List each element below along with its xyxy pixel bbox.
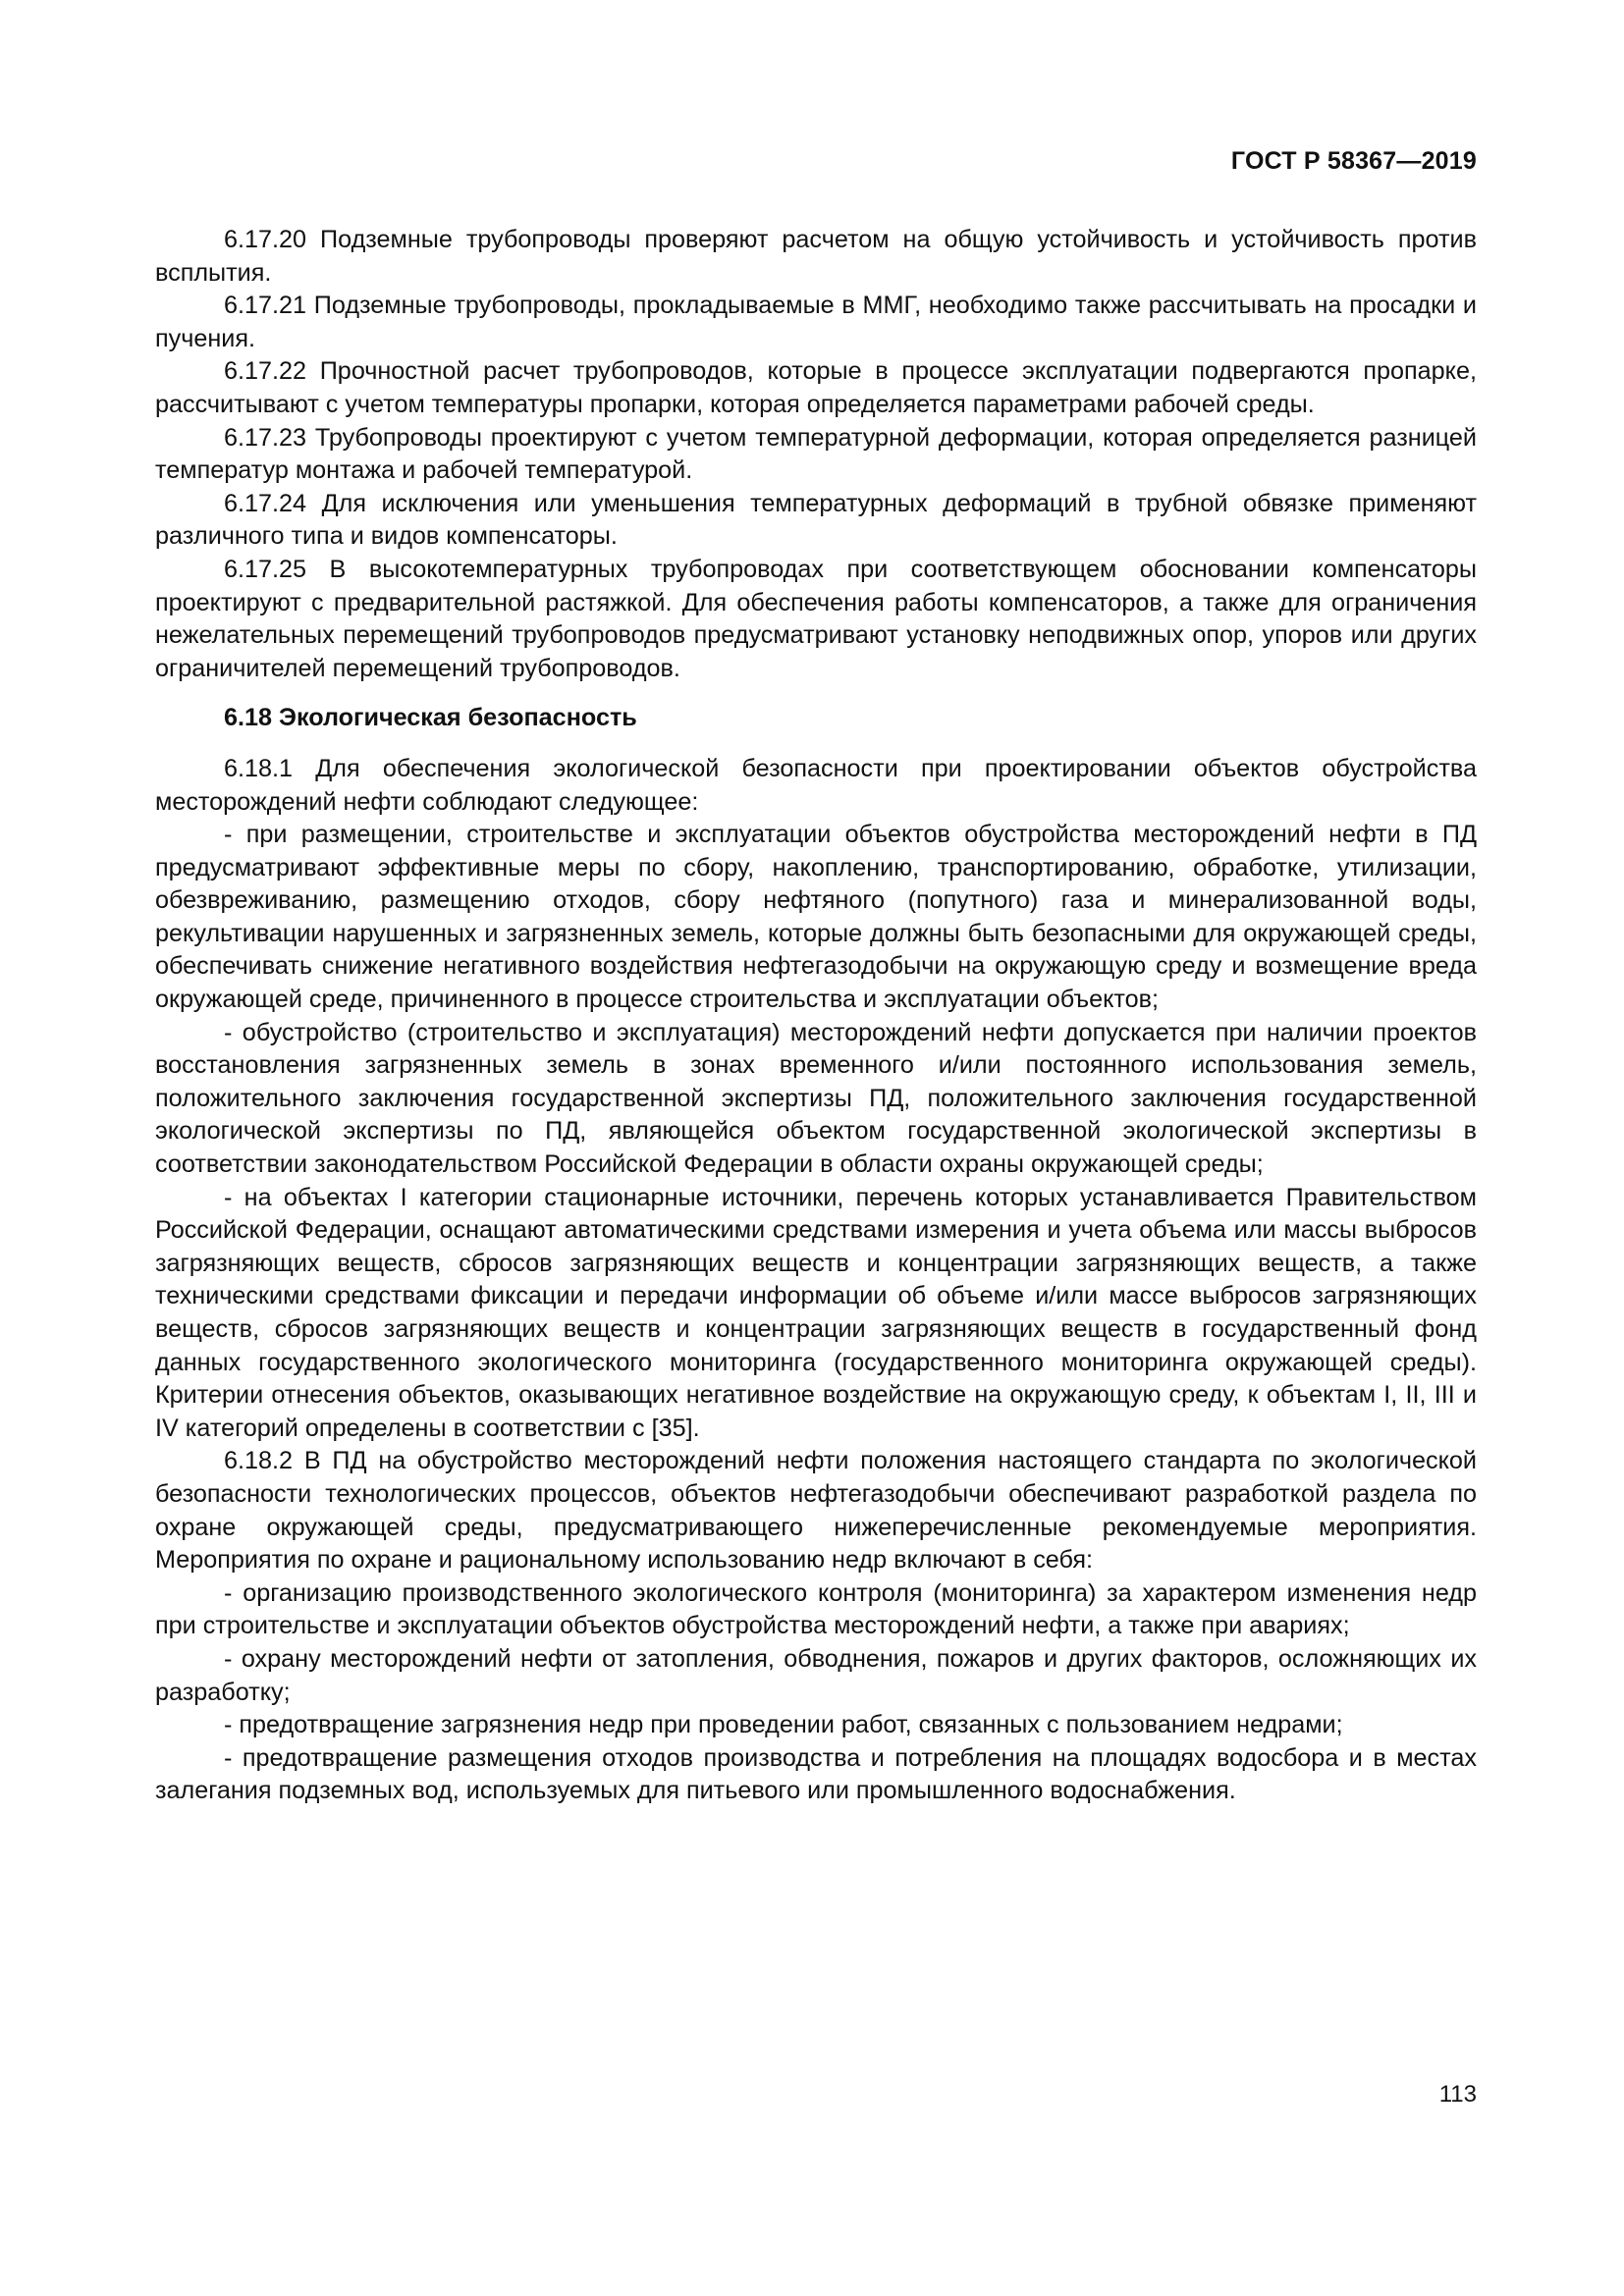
list-item: - на объектах I категории стационарные источники, перечень которых устанавливается Правительством Российской Федерации, оснащают автоматическими средствами измерения и учета объема или массы выбросов загрязняющих веществ, сбросов загрязняющих веществ и концентрации загрязняющих веществ, а также техническими средствами фиксации и передачи информации об объеме и/или массе выбросов загрязняющих веществ, сбросов загрязняющих веществ и концентрации загрязняющих веществ в государственный фонд данных государственного экологического мониторинга (государственного мониторинга окружающей среды). Критерии отнесения объектов, оказывающих негативное воздействие на окружающую среду, к объектам I, II, III и IV категорий определены в соответствии с [35]. xyxy=(155,1183,1477,1442)
clause-6-17-21: 6.17.21 Подземные трубопроводы, прокладываемые в ММГ, необходимо также рассчитывать на просадки и пучения. xyxy=(155,292,1477,352)
clause-6-17-22: 6.17.22 Прочностной расчет трубопроводов, которые в процессе эксплуатации подвергаются пропарке, рассчитывают с учетом температуры пропарки, которая определяется параметрами рабочей среды. xyxy=(155,357,1477,418)
clause-6-18-1: 6.18.1 Для обеспечения экологической безопасности при проектировании объектов обустройства месторождений нефти соблюдают следующее: xyxy=(155,754,1477,816)
list-item: - предотвращение загрязнения недр при проведении работ, связанных с пользованием недрами; xyxy=(224,1711,1343,1739)
page-number: 113 xyxy=(1438,2081,1477,2108)
list-item: - при размещении, строительстве и эксплуатации объектов обустройства месторождений нефти в ПД предусматривают эффективные меры по сбору, накоплению, транспортированию, обработке, утилизации, обезвреживанию, размещению отходов, сбору нефтяного (попутного) газа и минерализованной воды, рекультивации нарушенных и загрязненных земель, которые должны быть безопасными для окружающей среды, обеспечивать снижение негативного воздействия нефтегазодобычи на окружающую среду и возмещение вреда окружающей среде, причиненного в процессе строительства и эксплуатации объектов; xyxy=(155,821,1477,1014)
list-item: - охрану месторождений нефти от затопления, обводнения, пожаров и других факторов, осложняющих их разработку; xyxy=(155,1644,1477,1706)
section-heading-6-18: 6.18 Экологическая безопасность xyxy=(224,704,637,732)
clause-6-17-25: 6.17.25 В высокотемпературных трубопроводах при соответствующем обосновании компенсаторы проектируют с предварительной растяжкой. Для обеспечения работы компенсаторов, а также для ограничения нежелательных перемещений трубопроводов предусматривают установку неподвижных опор, упоров или других ограничителей перемещений трубопроводов. xyxy=(155,555,1477,682)
standard-code-header: ГОСТ Р 58367—2019 xyxy=(1230,147,1477,175)
list-item: - организацию производственного экологического контроля (мониторинга) за характером изменения недр при строительстве и эксплуатации объектов обустройства месторождений нефти, а также при авариях; xyxy=(155,1578,1477,1640)
list-item: - обустройство (строительство и эксплуатация) месторождений нефти допускается при наличии проектов восстановления загрязненных земель в зонах временного и/или постоянного использования земель, положительного заключения государственной экспертизы ПД, положительного заключения государственной экологической экспертизы по ПД, являющейся объектом государственной экологической экспертизы в соответствии законодательством Российской Федерации в области охраны окружающей среды; xyxy=(155,1018,1477,1179)
clause-6-18-2: 6.18.2 В ПД на обустройство месторождений нефти положения настоящего стандарта по экологической безопасности технологических процессов, объектов нефтегазодобычи обеспечивают разработкой раздела по охране окружающей среды, предусматривающего нижеперечисленные рекомендуемые мероприятия. Мероприятия по охране и рациональному использованию недр включают в себя: xyxy=(155,1447,1477,1575)
list-item: - предотвращение размещения отходов производства и потребления на площадях водосбора и в местах залегания подземных вод, используемых для питьевого или промышленного водоснабжения. xyxy=(155,1743,1477,1805)
clause-6-17-23: 6.17.23 Трубопроводы проектируют с учетом температурной деформации, которая определяется разницей температур монтажа и рабочей температурой. xyxy=(155,423,1477,485)
clause-6-17-24: 6.17.24 Для исключения или уменьшения температурных деформаций в трубной обвязке применяют различного типа и видов компенсаторы. xyxy=(155,489,1477,551)
document-body xyxy=(155,224,1477,1808)
clause-6-17-20: 6.17.20 Подземные трубопроводы проверяют расчетом на общую устойчивость и устойчивость против всплытия. xyxy=(155,226,1477,287)
